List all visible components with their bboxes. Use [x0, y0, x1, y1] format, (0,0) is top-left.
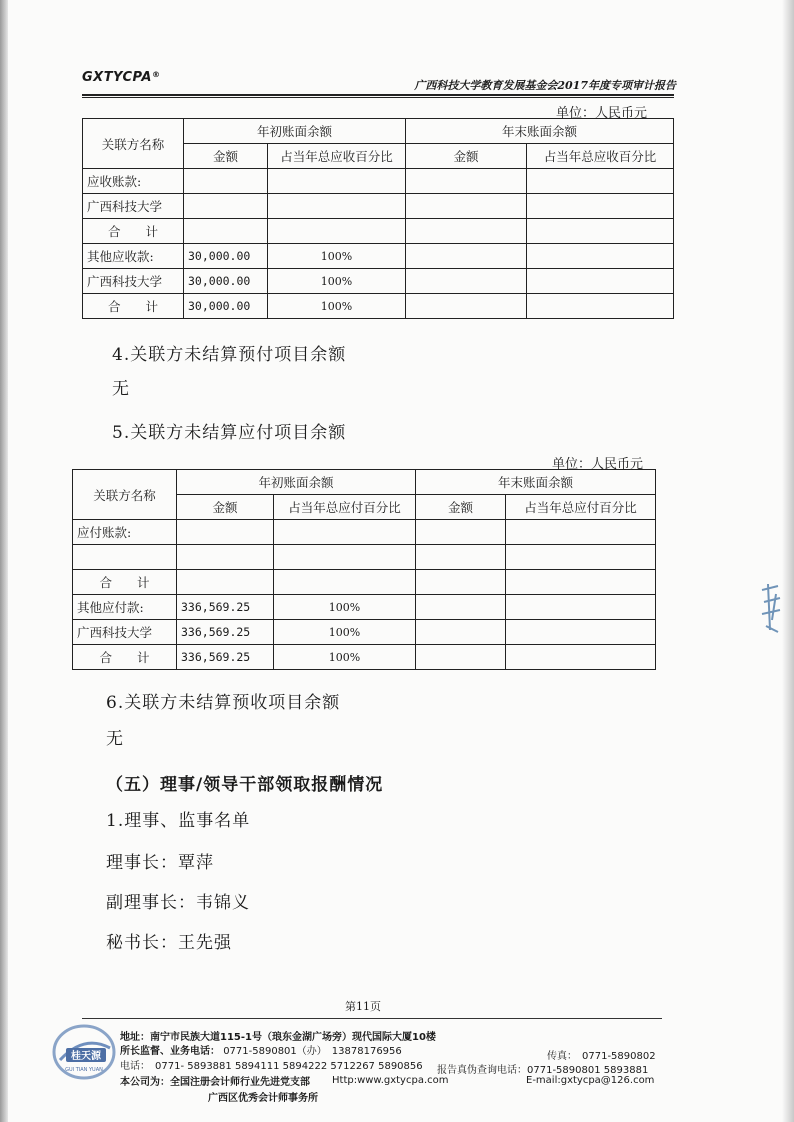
section6-body: 无 [106, 729, 124, 749]
vice-chair-line: 副理事长：韦锦义 [106, 893, 250, 913]
table-row [73, 545, 656, 570]
table-row: 应付账款: [73, 520, 656, 545]
section4-body: 无 [112, 379, 130, 399]
footer-office-phone: 所长监督、业务电话： 0771-5890801（办） 13878176956 [120, 1046, 402, 1057]
seal-text: 桂天源 [71, 1051, 101, 1062]
header-end: 年末账面余额 [416, 470, 656, 495]
section5-heading: 5.关联方未结算应付项目余额 [112, 423, 347, 443]
table-row: 合 计 [83, 219, 674, 244]
header-end: 年末账面余额 [406, 119, 674, 144]
header-title: 广西科技大学教育发展基金会2017年度专项审计报告 [414, 79, 676, 92]
table-header-row [83, 119, 674, 144]
footer-fax: 传真： 0771-5890802 [547, 1051, 656, 1062]
table-row: 其他应收款: 30,000.00 100% [83, 244, 674, 269]
footer-phones: 电话： 0771- 5893881 5894111 5894222 5712267 5890856 [120, 1061, 423, 1072]
footer-website: Http:www.gxtycpa.com [332, 1075, 449, 1086]
footer-address: 地址：南宁市民族大道115-1号（琅东金湖广场旁）现代国际大厦10楼 [120, 1032, 436, 1043]
footer-honor2: 广西区优秀会计师事务所 [208, 1093, 318, 1104]
table1-unit: 单位：人民币元 [556, 106, 648, 121]
header-logo: GXTYCPA® [82, 70, 161, 85]
footer-rule [82, 1018, 662, 1019]
binder-edge [0, 0, 8, 1122]
header-pct: 占当年总应收百分比 [527, 144, 674, 169]
header-amount: 金额 [406, 144, 527, 169]
header-begin: 年初账面余额 [184, 119, 406, 144]
edge-stamp-mark [758, 580, 784, 640]
table-row: 广西科技大学 [83, 194, 674, 219]
receivables-table [82, 118, 674, 319]
header-rule [82, 94, 674, 96]
table-row: 其他应付款: 336,569.25 100% [73, 595, 656, 620]
header-amount: 金额 [184, 144, 268, 169]
header-pct: 占当年总应收百分比 [268, 144, 406, 169]
page-edge-shadow [782, 0, 794, 1122]
header-amount: 金额 [416, 495, 506, 520]
header-pct: 占当年总应付百分比 [274, 495, 416, 520]
seal-subtext: GUI TIAN YUAN [65, 1067, 103, 1073]
secretary-line: 秘书长：王先强 [106, 933, 232, 953]
header-party: 关联方名称 [83, 119, 184, 169]
table-row: 应收账款: [83, 169, 674, 194]
table-row: 合 计 336,569.25 100% [73, 645, 656, 670]
footer-honor: 本公司为：全国注册会计师行业先进党支部 [120, 1077, 310, 1088]
table-row: 合 计 [73, 570, 656, 595]
table-row: 合 计 30,000.00 100% [83, 294, 674, 319]
section-five-heading: （五）理事/领导干部领取报酬情况 [106, 775, 384, 795]
section6-heading: 6.关联方未结算预收项目余额 [106, 693, 341, 713]
header-pct: 占当年总应付百分比 [506, 495, 656, 520]
table-header-row [73, 470, 656, 495]
footer-verify: 报告真伪查询电话：0771-5890801 5893881 [437, 1065, 649, 1076]
header-amount: 金额 [177, 495, 274, 520]
header-party: 关联方名称 [73, 470, 177, 520]
footer-email: E-mail:gxtycpa@126.com [526, 1075, 655, 1086]
header-rule-thin [82, 97, 674, 98]
header-begin: 年初账面余额 [177, 470, 416, 495]
section4-heading: 4.关联方未结算预付项目余额 [112, 345, 347, 365]
table-row: 广西科技大学 336,569.25 100% [73, 620, 656, 645]
firm-seal-logo [52, 1020, 116, 1084]
payables-table [72, 469, 656, 670]
page-number: 第11页 [345, 1000, 381, 1013]
chair-line: 理事长：覃萍 [106, 853, 214, 873]
table2-unit: 单位：人民币元 [552, 457, 644, 472]
table-row: 广西科技大学 30,000.00 100% [83, 269, 674, 294]
directors-list-heading: 1.理事、监事名单 [106, 811, 251, 831]
